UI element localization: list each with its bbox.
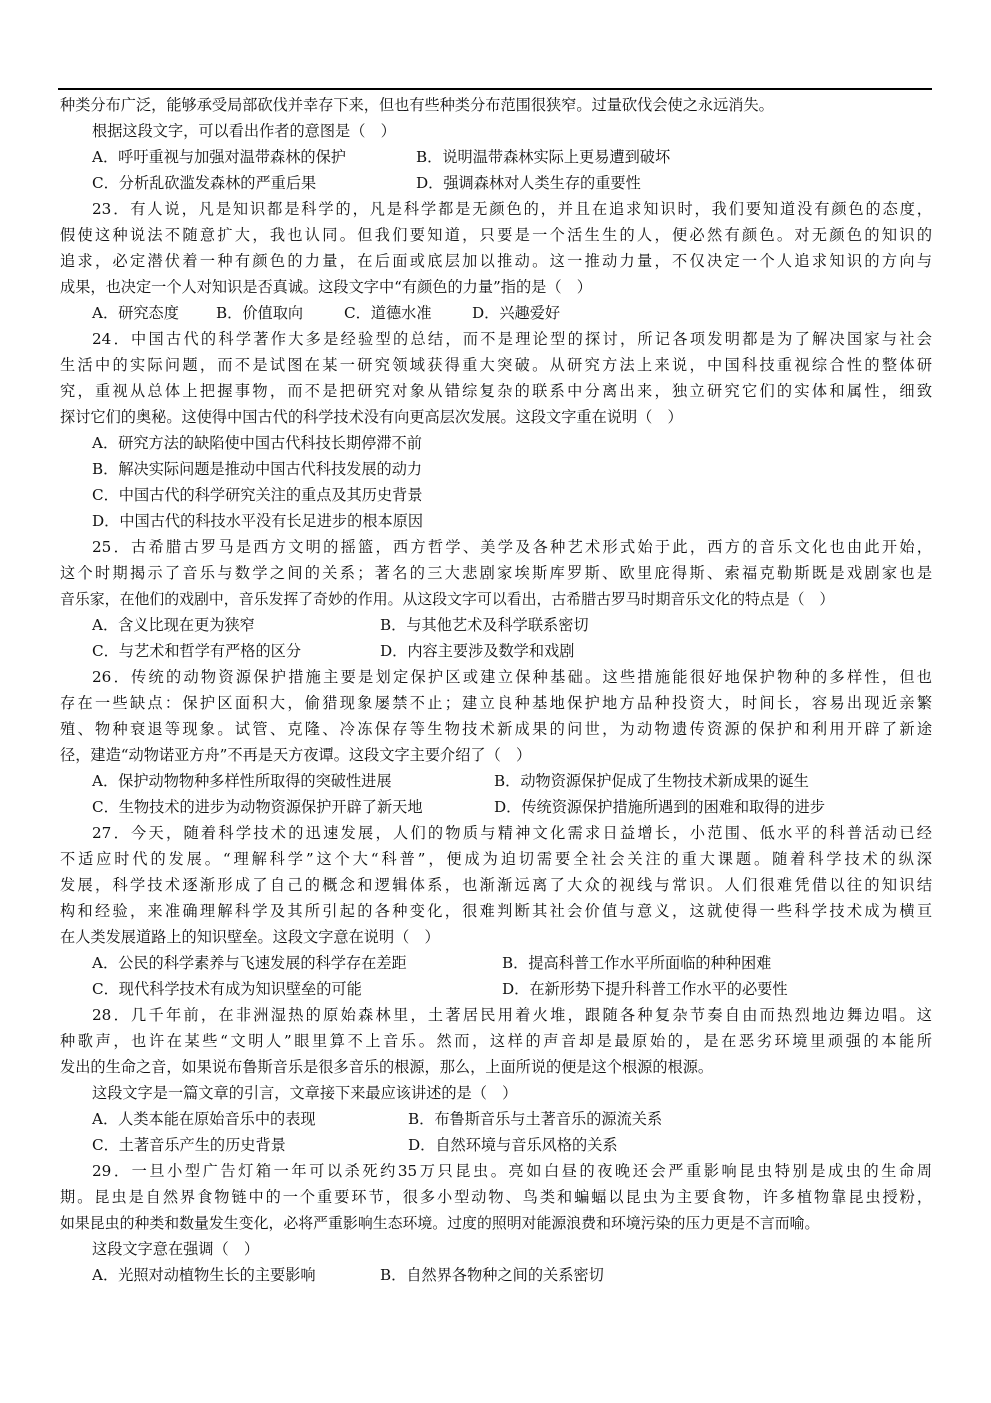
- top-rule: [58, 88, 932, 90]
- q27-options-row-1: [60, 950, 932, 976]
- q24-line-4: 探讨它们的奥秘。这使得中国古代的科学技术没有向更高层次发展。这段文字重在说明（ ）: [60, 408, 683, 426]
- q29-line-2: 期。昆虫是自然界食物链中的一个重要环节，很多小型动物、鸟类和蝙蝠以昆虫为主要食物，许多植物靠昆虫授粉，: [60, 1188, 932, 1206]
- q24-option-b[interactable]: B．解决实际问题是推动中国古代科技发展的动力: [92, 460, 423, 478]
- q22-options-row-2: [60, 170, 932, 196]
- q27-options-row-2: [60, 976, 932, 1002]
- q28-line-1: 28．几千年前，在非洲湿热的原始森林里，土著居民用着火堆，跟随各种复杂节奏自由而热烈地边舞边唱。这: [92, 1006, 932, 1024]
- q24-option-c[interactable]: C．中国古代的科学研究关注的重点及其历史背景: [92, 486, 423, 504]
- q29-stem: 这段文字意在强调（ ）: [92, 1240, 260, 1258]
- q25-option-b[interactable]: B．与其他艺术及科学联系密切: [380, 616, 589, 634]
- q28-option-c[interactable]: C．土著音乐产生的历史背景: [92, 1136, 286, 1154]
- q25-line-1: 25．古希腊古罗马是西方文明的摇篮，西方哲学、美学及各种艺术形式始于此，西方的音乐文化也由此开始，: [92, 538, 932, 556]
- q26-option-c[interactable]: C．生物技术的进步为动物资源保护开辟了新天地: [92, 798, 423, 816]
- q28-options-row-2: [60, 1132, 932, 1158]
- q26-option-d[interactable]: D．传统资源保护措施所遇到的困难和取得的进步: [494, 798, 826, 816]
- q28-line-2: 种歌声，也许在某些“文明人”眼里算不上音乐。然而，这样的声音却是最原始的，是在恶劣环境里顽强的本能所: [60, 1032, 932, 1050]
- q27-option-c[interactable]: C．现代科学技术有成为知识壁垒的可能: [92, 980, 362, 998]
- q27-line-2: 不适应时代的发展。“理解科学”这个大“科普”，便成为迫切需要全社会关注的重大课题。随着科学技术的纵深: [60, 850, 932, 868]
- q25-line-2: 这个时期揭示了音乐与数学之间的关系；著名的三大悲剧家埃斯库罗斯、欧里庇得斯、索福克勒斯既是戏剧家也是: [60, 564, 932, 582]
- q23-line-4: 成果，也决定一个人对知识是否真诚。这段文字中“有颜色的力量”指的是（ ）: [60, 278, 592, 296]
- q23-options-row: [60, 300, 932, 326]
- q26-line-4: 径，建造“动物诺亚方舟”不再是天方夜谭。这段文字主要介绍了（ ）: [60, 746, 532, 764]
- q28-option-a[interactable]: A．人类本能在原始音乐中的表现: [92, 1110, 316, 1128]
- q23-option-b[interactable]: B．价值取向: [216, 304, 304, 322]
- q26-options-row-2: [60, 794, 932, 820]
- q28-option-b[interactable]: B．布鲁斯音乐与土著音乐的源流关系: [408, 1110, 663, 1128]
- q23-option-c[interactable]: C．道德水准: [344, 304, 432, 322]
- q25-option-a[interactable]: A．含义比现在更为狭窄: [92, 616, 255, 634]
- q26-line-2: 存在一些缺点：保护区面积大，偷猎现象屡禁不止；建立良种基地保护地方品种投资大，时间长，容易出现近亲繁: [60, 694, 932, 712]
- q29-line-1: 29．一旦小型广告灯箱一年可以杀死约35万只昆虫。亮如白昼的夜晚还会严重影响昆虫特别是成虫的生命周: [92, 1162, 932, 1180]
- q27-option-d[interactable]: D．在新形势下提升科普工作水平的必要性: [502, 980, 788, 998]
- q22-options-row-1: [60, 144, 932, 170]
- q24-line-3: 究，重视从总体上把握事物，而不是把研究对象从错综复杂的联系中分离出来，独立研究它们的实体和属性，细致: [60, 382, 932, 400]
- q23-line-3: 追求，必定潜伏着一种有颜色的力量，在后面或底层加以推动。这一推动力量，不仅决定一个人追求知识的方向与: [60, 252, 932, 270]
- q27-line-3: 发展，科学技术逐渐形成了自己的概念和逻辑体系，也渐渐远离了大众的视线与常识。人们很难凭借以往的知识结: [60, 876, 932, 894]
- q23-option-d[interactable]: D．兴趣爱好: [472, 304, 561, 322]
- q25-options-row-1: [60, 612, 932, 638]
- q29-option-b[interactable]: B．自然界各物种之间的关系密切: [380, 1266, 604, 1284]
- q24-line-1: 24．中国古代的科学著作大多是经验型的总结，而不是理论型的探讨，所记各项发明都是为了解决国家与社会: [92, 330, 932, 348]
- q22-passage-tail: 种类分布广泛，能够承受局部砍伐并幸存下来，但也有些种类分布范围很狭窄。过量砍伐会使之永远消失。: [60, 96, 774, 114]
- q28-options-row-1: [60, 1106, 932, 1132]
- q29-line-3: 如果昆虫的种类和数量发生变化，必将严重影响生态环境。过度的照明对能源浪费和环境污染的压力更是不言而喻。: [60, 1214, 820, 1232]
- q22-option-d[interactable]: D．强调森林对人类生存的重要性: [416, 174, 641, 192]
- q29-option-a[interactable]: A．光照对动植物生长的主要影响: [92, 1266, 316, 1284]
- q22-option-b[interactable]: B．说明温带森林实际上更易遭到破坏: [416, 148, 671, 166]
- q25-option-c[interactable]: C．与艺术和哲学有严格的区分: [92, 642, 302, 660]
- q28-line-3: 发出的生命之音，如果说布鲁斯音乐是很多音乐的根源，那么，上面所说的便是这个根源的根源。: [60, 1058, 714, 1076]
- q25-option-d[interactable]: D．内容主要涉及数学和戏剧: [380, 642, 575, 660]
- q22-option-c[interactable]: C．分析乱砍滥发森林的严重后果: [92, 174, 317, 192]
- q29-options-row: [60, 1262, 932, 1288]
- q23-option-a[interactable]: A．研究态度: [92, 304, 179, 322]
- q22-option-a[interactable]: A．呼吁重视与加强对温带森林的保护: [92, 148, 346, 166]
- q24-option-a[interactable]: A．研究方法的缺陷使中国古代科技长期停滞不前: [92, 434, 422, 452]
- q26-option-b[interactable]: B．动物资源保护促成了生物技术新成果的诞生: [494, 772, 809, 790]
- exam-page: [60, 92, 932, 1288]
- q23-line-1: 23．有人说，凡是知识都是科学的，凡是科学都是无颜色的，并且在追求知识时，我们要知道没有颜色的态度，: [92, 200, 932, 218]
- q28-option-d[interactable]: D．自然环境与音乐风格的关系: [408, 1136, 618, 1154]
- q26-line-1: 26．传统的动物资源保护措施主要是划定保护区或建立保种基础。这些措施能很好地保护物种的多样性，但也: [92, 668, 932, 686]
- q24-line-2: 生活中的实际问题，而不是试图在某一研究领域获得重大突破。从研究方法上来说，中国科技重视综合性的整体研: [60, 356, 932, 374]
- q27-line-5: 在人类发展道路上的知识壁垒。这段文字意在说明（ ）: [60, 928, 440, 946]
- q26-line-3: 殖、物种衰退等现象。试管、克隆、冷冻保存等生物技术新成果的问世，为动物遗传资源的保护和利用开辟了新途: [60, 720, 932, 738]
- q27-option-b[interactable]: B．提高科普工作水平所面临的种种困难: [502, 954, 772, 972]
- q27-line-1: 27．今天，随着科学技术的迅速发展，人们的物质与精神文化需求日益增长，小范围、低水平的科普活动已经: [92, 824, 932, 842]
- q26-option-a[interactable]: A．保护动物物种多样性所取得的突破性进展: [92, 772, 392, 790]
- q23-line-2: 假使这种说法不随意扩大，我也认同。但我们要知道，只要是一个活生生的人，便必然有颜色。对无颜色的知识的: [60, 226, 932, 244]
- q27-option-a[interactable]: A．公民的科学素养与飞速发展的科学存在差距: [92, 954, 407, 972]
- q27-line-4: 构和经验，来准确理解科学及其所引起的各种变化，很难判断其社会价值与意义，这就使得一些科学技术成为横亘: [60, 902, 932, 920]
- q22-stem: 根据这段文字，可以看出作者的意图是（ ）: [92, 122, 396, 140]
- q28-stem: 这段文字是一篇文章的引言，文章接下来最应该讲述的是（ ）: [92, 1084, 518, 1102]
- q25-line-3: 音乐家，在他们的戏剧中，音乐发挥了奇妙的作用。从这段文字可以看出，古希腊古罗马时期音乐文化的特点是（ ）: [60, 590, 835, 608]
- q25-options-row-2: [60, 638, 932, 664]
- q24-option-d[interactable]: D．中国古代的科技水平没有长足进步的根本原因: [92, 512, 424, 530]
- q26-options-row-1: [60, 768, 932, 794]
